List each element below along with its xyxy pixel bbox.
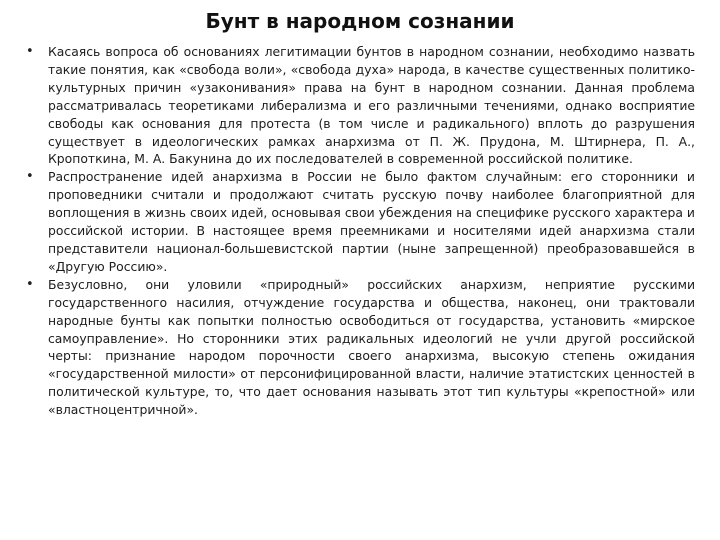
bullet-list [26, 43, 695, 419]
bullet-dot-icon: • [26, 169, 34, 185]
bullet-item [26, 168, 695, 275]
bullet-item [26, 276, 695, 419]
bullet-dot-icon: • [26, 44, 34, 59]
bullet-item [26, 43, 695, 168]
slide-title: Бунт в народном сознании [205, 9, 515, 33]
bullet-text: Касаясь вопроса об основаниях легитимации бунтов в народном сознании, необходимо назвать такие понятия, как «свобода воли», «свобода духа» народа, в качестве существенных политико-культурных причин «узаконивания» права на бунт в народном сознании. Данная проблема рассматривалась теоретиками либерализма и его различными течениями, однако восприятие свободы как основания для протеста (в том числе и радикального) вплоть до разрушения существует в идеологических рамках анархизма от П. Ж. Прудона, М. Штирнера, П. А., Кропоткина, М. А. Бакунина до их последователей в современной российской политике. [48, 44, 695, 167]
bullet-dot-icon: • [26, 276, 34, 292]
bullet-text: Безусловно, они уловили «природный» российских анархизм, неприятие русскими государственного насилия, отчуждение государства и общества, наконец, они трактовали народные бунты как попытки полностью освободиться от государства, установить «мирское самоуправление». Но сторонники этих радикальных идеологий не учли другой российской черты: признание народом порочности своего анархизма, высокую степень ожидания «государственной милости» от персонифицированной власти, наличие этатистских ценностей в политической культуре, то, что дает основания называть этот тип культуры «крепостной» или «властноцентричной». [48, 276, 695, 418]
bullet-text: Распространение идей анархизма в России не было фактом случайным: его сторонники и проповедники считали и продолжают считать русскую почву наиболее благоприятной для воплощения в жизнь своих идей, основывая свои убеждения на специфике русского характера и российской истории. В настоящее время преемниками и носителями идей анархизма стали представители национал-большевистской партии (ныне запрещенной) преобразовавшейся в «Другую Россию». [48, 169, 695, 274]
